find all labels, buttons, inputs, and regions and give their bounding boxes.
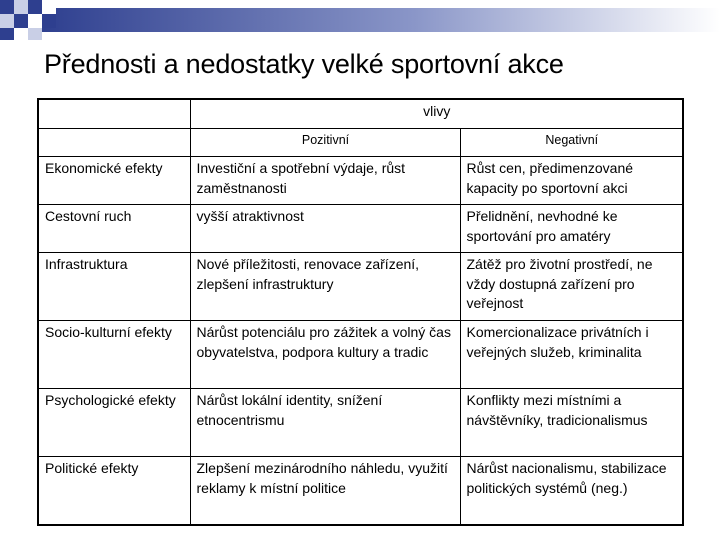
deco-square	[0, 28, 14, 40]
positive-effect-cell: Zlepšení mezinárodního náhledu, využití reklamy k místní politice	[190, 457, 460, 525]
header-empty-cell	[38, 99, 190, 129]
row-label-cell: Socio-kulturní efekty	[38, 321, 190, 389]
deco-square	[28, 28, 42, 40]
effects-table	[37, 98, 684, 526]
slide-title: Přednosti a nedostatky velké sportovní akce	[44, 49, 564, 79]
row-label-cell: Ekonomické efekty	[38, 157, 190, 205]
negative-effect-cell: Přelidnění, nevhodné ke sportování pro amatéry	[460, 205, 683, 253]
table-row	[38, 253, 683, 321]
deco-square	[14, 14, 28, 28]
table-row	[38, 157, 683, 205]
negative-effect-cell: Komercionalizace privátních i veřejných služeb, kriminalita	[460, 321, 683, 389]
deco-square	[14, 0, 28, 14]
header-empty-cell	[38, 129, 190, 157]
table-row	[38, 457, 683, 525]
deco-square	[28, 14, 42, 28]
negative-effect-cell: Zátěž pro životní prostředí, ne vždy dostupná zařízení pro veřejnost	[460, 253, 683, 321]
table-row	[38, 321, 683, 389]
column-header-positive: Pozitivní	[190, 129, 460, 157]
table-row	[38, 389, 683, 457]
positive-effect-cell: vyšší atraktivnost	[190, 205, 460, 253]
table-row	[38, 205, 683, 253]
deco-square	[0, 14, 14, 28]
column-header-negative: Negativní	[460, 129, 683, 157]
negative-effect-cell: Růst cen, předimenzované kapacity po sportovní akci	[460, 157, 683, 205]
deco-square	[14, 28, 28, 40]
negative-effect-cell: Konflikty mezi místními a návštěvníky, tradicionalismus	[460, 389, 683, 457]
row-label-cell: Politické efekty	[38, 457, 190, 525]
positive-effect-cell: Investiční a spotřební výdaje, růst zaměstnanosti	[190, 157, 460, 205]
positive-effect-cell: Nové příležitosti, renovace zařízení, zlepšení infrastruktury	[190, 253, 460, 321]
row-label-cell: Psychologické efekty	[38, 389, 190, 457]
group-header: vlivy	[190, 99, 683, 129]
table-header-row	[38, 99, 683, 129]
table-subheader-row	[38, 129, 683, 157]
negative-effect-cell: Nárůst nacionalismu, stabilizace politických systémů (neg.)	[460, 457, 683, 525]
deco-square	[0, 0, 14, 14]
deco-square	[42, 0, 56, 14]
positive-effect-cell: Nárůst lokální identity, snížení etnocentrismu	[190, 389, 460, 457]
row-label-cell: Cestovní ruch	[38, 205, 190, 253]
deco-square	[42, 14, 56, 28]
decorative-header-band	[0, 0, 720, 40]
deco-square	[28, 0, 42, 14]
positive-effect-cell: Nárůst potenciálu pro zážitek a volný čas obyvatelstva, podpora kultury a tradic	[190, 321, 460, 389]
row-label-cell: Infrastruktura	[38, 253, 190, 321]
